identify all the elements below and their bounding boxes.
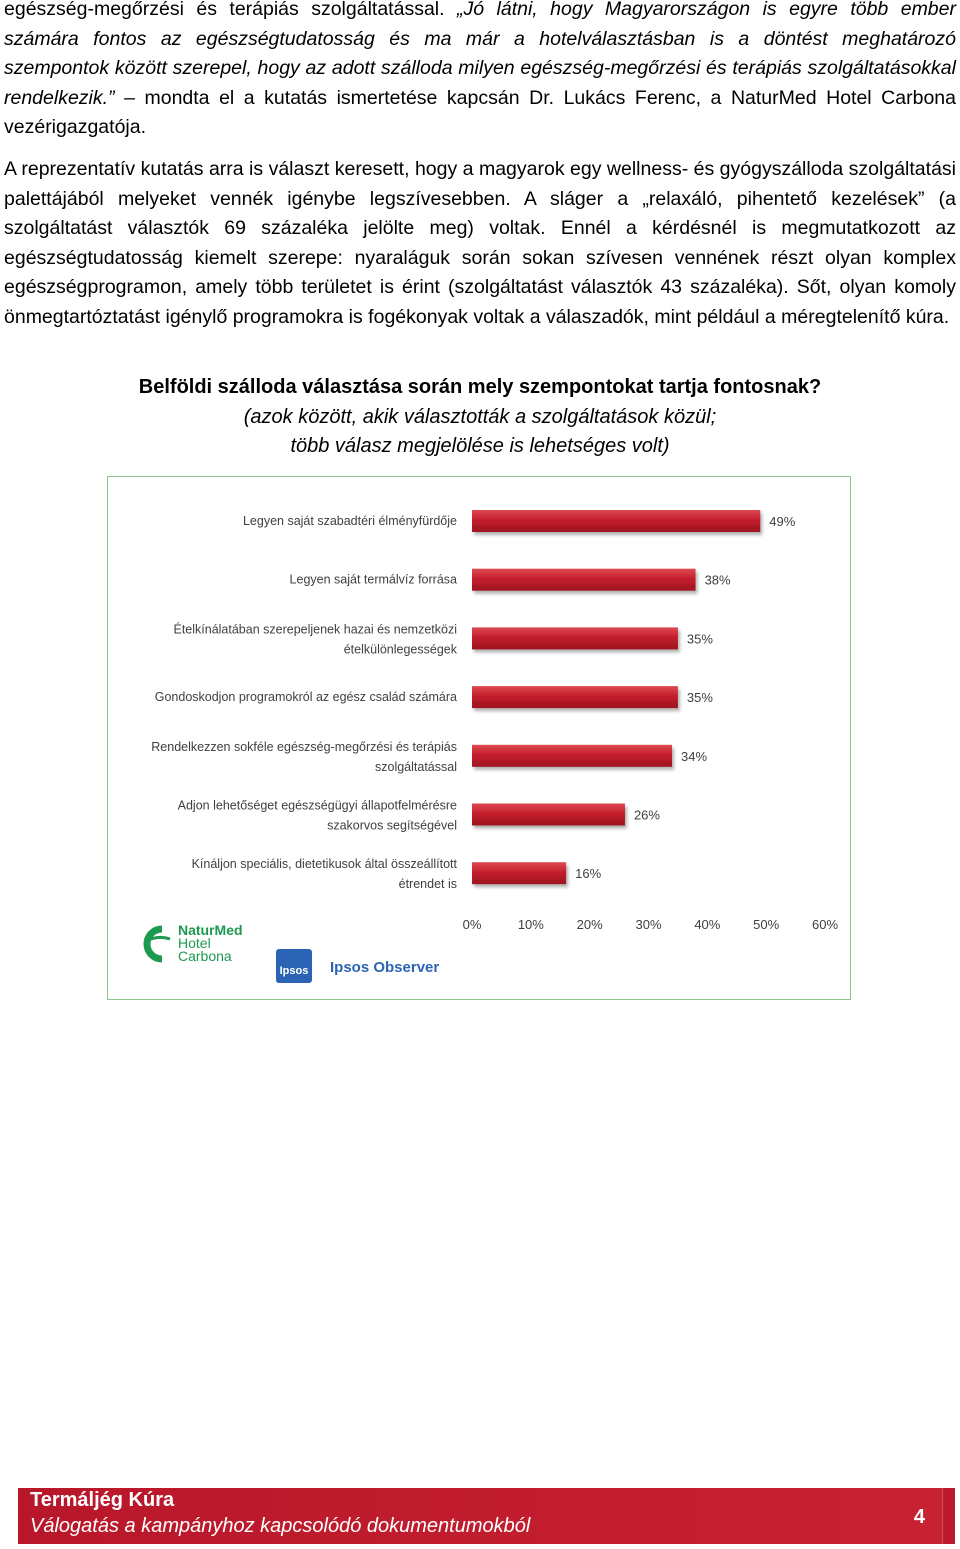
intro-text: egészség-megőrzési és terápiás szolgáltatással. [4,0,445,20]
naturmed-logo-line3: Carbona [178,948,232,964]
bar [472,510,760,532]
x-tick-label: 20% [576,917,603,932]
x-tick-label: 40% [694,917,721,932]
bar-chart-svg [108,477,849,998]
bar [472,569,696,591]
intro-paragraph [4,0,956,143]
category-label: étrendet is [398,877,457,892]
bar-value-label: 34% [681,748,708,764]
x-tick-label: 60% [811,917,839,932]
quote-attribution: – mondta el a kutatás ismertetése kapcsán Dr. Lukács Ferenc, a NaturMed Hotel Carbona vezérigazgatója. [4,86,956,139]
category-label: szakorvos segítségével [327,818,457,833]
bar [472,627,678,649]
bar-value-label: 16% [575,866,602,882]
chart-question-block [0,373,960,462]
chart-question-note-1: (azok között, akik választották a szolgáltatások közül; [243,405,717,428]
footer-edge [942,1488,955,1544]
bar-value-label: 26% [633,807,660,823]
x-tick-label: 50% [753,917,780,932]
category-label: Adjon lehetőséget egészségügyi állapotfelmérésre [177,798,457,813]
quote-text: „Jó látni, hogy Magyarországon is egyre több ember számára fontos az egészségtudatosság és ma már a hotelválasztásban is a döntést meghatározó szempontok között szerepel, hogy az adott szálloda milyen egészség-megőrzési és terápiás szolgáltatásokkal rendelkezik.” [4,0,956,109]
bar [472,686,678,708]
chart-question-title: Belföldi szálloda választása során mely szempontokat tartja fontosnak? [138,376,822,398]
category-label: Ételkínálatában szerepeljenek hazai és nemzetközi [173,622,457,637]
page-footer [18,1488,955,1544]
body-paragraph: A reprezentatív kutatás arra is választ keresett, hogy a magyarok egy wellness- és gyógyszálloda szolgáltatási palettájából melyeket vennék igénybe legszívesebben. A sláger a „relaxáló, pihentető kezelések” (a szolgáltatást választók 69 százaléka jelölte meg) voltak. Ennél a kérdésnél is megmutatkozott az egészségtudatosság kiemelt szerepe: nyaraláguk során sokan szívesen vennének részt olyan komplex egészségprogramon, amely több területet is érint (szolgáltatást választók 43 százaléka). Sőt, olyan komoly önmegtartóztatást igénylő programokra is fogékonyak voltak a válaszadók, mint például a méregtelenítő kúra. [4,158,956,328]
bar-value-label: 35% [686,631,713,647]
category-label: szolgáltatással [375,759,457,774]
ipsos-logo-badge-text: Ipsos [279,965,309,977]
naturmed-logo-line1: NaturMed [178,922,243,938]
category-label: Rendelkezzen sokféle egészség-megőrzési és terápiás [151,739,457,754]
footer-subtitle: Válogatás a kampányhoz kapcsolódó dokumentumokból [30,1515,531,1537]
naturmed-logo-icon [147,929,162,959]
x-tick-label: 0% [462,917,482,932]
bar-value-label: 38% [704,572,731,588]
bar [472,804,625,826]
bar-value-label: 35% [686,690,713,706]
category-label: Kínáljon speciális, dietetikusok által összeállított [191,857,457,872]
naturmed-logo-line2: Hotel [178,935,211,951]
category-label: ételkülönlegességek [343,642,457,657]
bar [472,745,672,767]
survey-chart [107,476,851,1000]
naturmed-logo [146,922,243,964]
x-tick-label: 30% [635,917,662,932]
category-label: Legyen saját termálvíz forrása [289,572,457,587]
category-label: Gondoskodjon programokról az egész család számára [154,690,457,705]
category-label: Legyen saját szabadtéri élményfürdője [242,514,457,528]
page-number: 4 [913,1506,925,1528]
bar [472,862,566,884]
ipsos-logo-name: Ipsos Observer [330,959,440,976]
chart-question-note-2: több válasz megjelölése is lehetséges volt) [290,435,670,458]
ipsos-logo [276,949,439,983]
x-tick-label: 10% [517,917,544,932]
bar-value-label: 49% [769,514,796,529]
footer-title: Termáljég Kúra [30,1489,175,1511]
